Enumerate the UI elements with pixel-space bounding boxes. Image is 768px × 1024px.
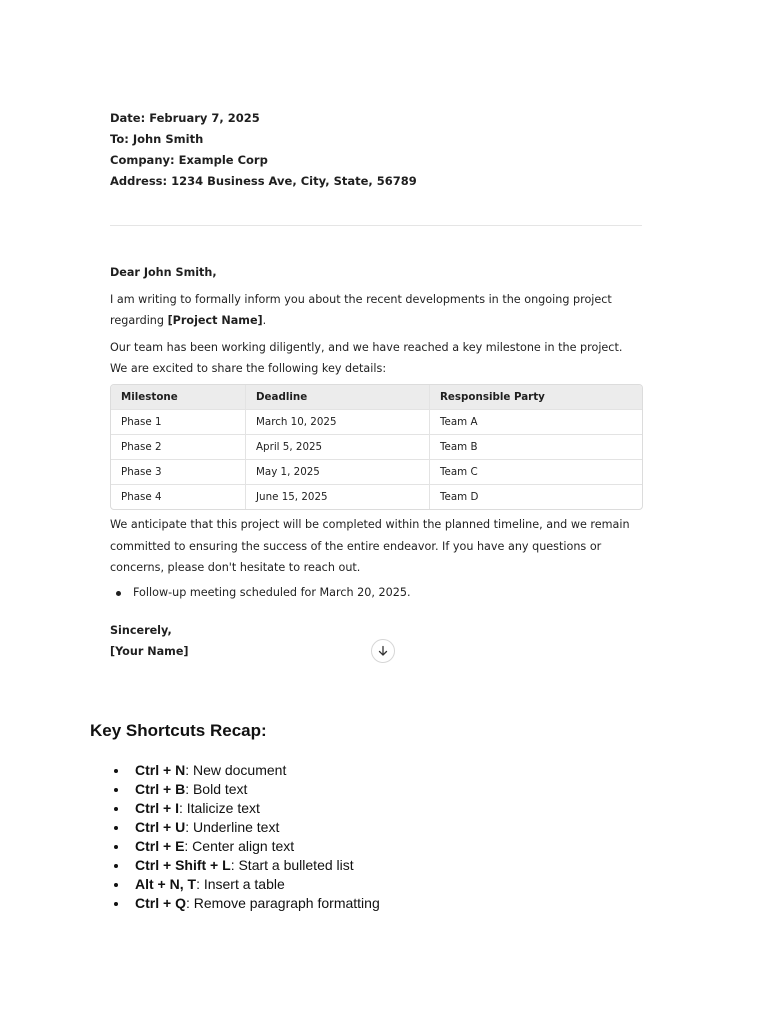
signature: [Your Name] [110, 645, 189, 658]
milestone-table [110, 384, 643, 510]
shortcut-desc: : Start a bulleted list [230, 857, 354, 873]
list-item [114, 856, 380, 875]
shortcut-keys: Ctrl + U [135, 819, 186, 835]
list-item [114, 761, 380, 780]
recap-title: Key Shortcuts Recap: [90, 721, 267, 740]
shortcut-keys: Ctrl + B [135, 781, 186, 797]
bullet-icon [114, 883, 118, 887]
table-row [111, 485, 642, 510]
bullet-icon [114, 788, 118, 792]
bullet-icon [114, 769, 118, 773]
bullet-icon [114, 902, 118, 906]
milestone-paragraph: Our team has been working diligently, and we have reached a key milestone in the project. We are excited to share the following key details: [110, 341, 623, 375]
shortcut-keys: Ctrl + N [135, 762, 186, 778]
cell-deadline: March 10, 2025 [246, 410, 430, 435]
intro-paragraph [110, 289, 642, 331]
signature-block [110, 620, 189, 662]
shortcut-desc: : Remove paragraph formatting [185, 895, 380, 911]
shortcut-keys: Ctrl + I [135, 800, 179, 816]
letter-header [110, 108, 642, 192]
shortcut-desc: : Bold text [185, 781, 248, 797]
address-line: Address: 1234 Business Ave, City, State, 56789 [110, 174, 417, 188]
table-header-row [111, 385, 642, 410]
shortcut-keys: Ctrl + Shift + L [135, 857, 231, 873]
project-name: [Project Name] [167, 314, 263, 327]
bullet-icon [114, 864, 118, 868]
list-item [114, 875, 380, 894]
cell-responsible: Team C [430, 460, 643, 485]
date-line: Date: February 7, 2025 [110, 111, 260, 125]
list-item [114, 894, 380, 913]
header-deadline: Deadline [246, 385, 430, 410]
shortcut-desc: : Insert a table [196, 876, 285, 892]
cell-milestone: Phase 4 [111, 485, 246, 510]
list-item [116, 584, 411, 602]
list-item [114, 780, 380, 799]
closing: Sincerely, [110, 624, 172, 637]
shortcut-desc: : Underline text [185, 819, 280, 835]
cell-milestone: Phase 1 [111, 410, 246, 435]
followup-text: Follow-up meeting scheduled for March 20, 2025. [133, 586, 411, 599]
cell-milestone: Phase 2 [111, 435, 246, 460]
arrow-down-icon [377, 645, 389, 657]
shortcut-keys: Alt + N, T [135, 876, 197, 892]
list-item [114, 799, 380, 818]
cell-milestone: Phase 3 [111, 460, 246, 485]
shortcut-list [114, 761, 380, 913]
header-responsible: Responsible Party [430, 385, 643, 410]
bullet-icon [114, 807, 118, 811]
bullet-icon [116, 591, 121, 596]
shortcut-keys: Ctrl + E [135, 838, 185, 854]
cell-deadline: April 5, 2025 [246, 435, 430, 460]
cell-deadline: June 15, 2025 [246, 485, 430, 510]
cell-responsible: Team B [430, 435, 643, 460]
shortcut-desc: : Center align text [184, 838, 295, 854]
list-item [114, 837, 380, 856]
recipient-line: To: John Smith [110, 132, 204, 146]
divider [110, 225, 642, 226]
intro-text: I am writing to formally inform you about the recent developments in the ongoing project regarding [110, 293, 612, 327]
header-milestone: Milestone [111, 385, 246, 410]
shortcut-desc: : Italicize text [178, 800, 260, 816]
bullet-icon [114, 826, 118, 830]
scroll-down-button[interactable] [371, 639, 395, 663]
shortcut-keys: Ctrl + Q [135, 895, 186, 911]
bullet-icon [114, 845, 118, 849]
intro-end: . [262, 314, 267, 327]
table-row [111, 460, 642, 485]
company-line: Company: Example Corp [110, 153, 268, 167]
table-row [111, 435, 642, 460]
cell-responsible: Team D [430, 485, 643, 510]
cell-deadline: May 1, 2025 [246, 460, 430, 485]
cell-responsible: Team A [430, 410, 643, 435]
shortcut-desc: : New document [185, 762, 287, 778]
list-item [114, 818, 380, 837]
closing-paragraph: We anticipate that this project will be completed within the planned timeline, and we remain committed to ensuring the success of the entire endeavor. If you have any questions or concerns, please don't hesitate to reach out. [110, 518, 630, 574]
table-row [111, 410, 642, 435]
greeting: Dear John Smith, [110, 266, 217, 279]
